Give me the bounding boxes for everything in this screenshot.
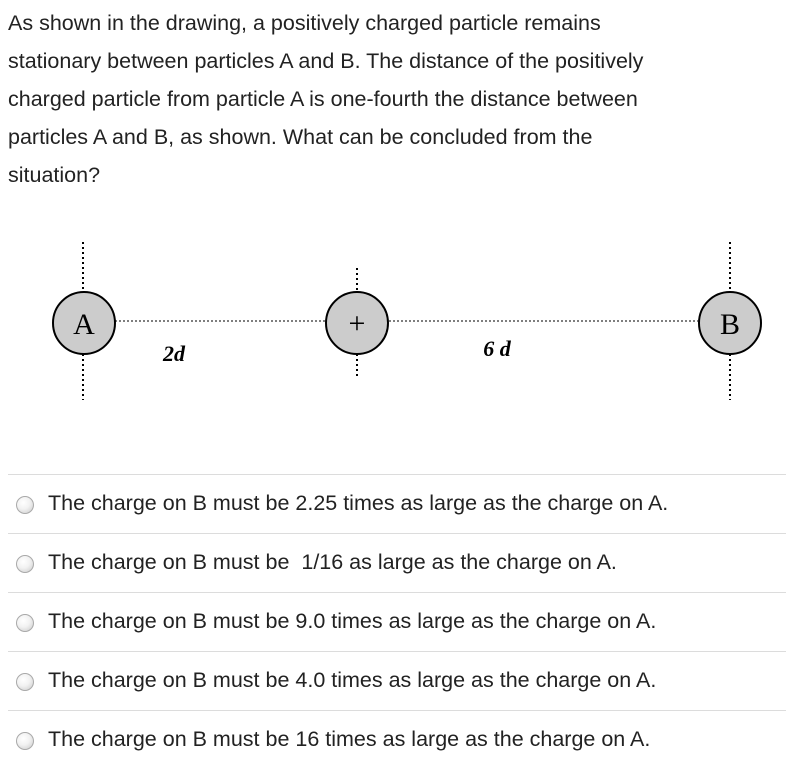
- question-line: particles A and B, as shown. What can be concluded from the: [8, 125, 593, 149]
- question-line: situation?: [8, 163, 101, 187]
- particle-a-label: A: [73, 308, 95, 341]
- answer-option-label: The charge on B must be 4.0 times as large as the charge on A.: [48, 668, 657, 692]
- radio-button[interactable]: [16, 496, 34, 514]
- distance-label-right: 6 d: [483, 336, 511, 361]
- particle-center-label: +: [348, 307, 366, 340]
- answer-option-label: The charge on B must be 16 times as large as the charge on A.: [48, 727, 651, 751]
- radio-button[interactable]: [16, 555, 34, 573]
- question-line: As shown in the drawing, a positively charged particle remains: [8, 11, 601, 35]
- answer-option-label: The charge on B must be 2.25 times as large as the charge on A.: [48, 491, 669, 515]
- question-text: [8, 4, 778, 194]
- question-line: stationary between particles A and B. The distance of the positively: [8, 49, 644, 73]
- answer-option-label: The charge on B must be 1/16 as large as the charge on A.: [48, 550, 617, 574]
- particle-b-label: B: [719, 308, 741, 341]
- answer-option[interactable]: [8, 533, 786, 592]
- radio-button[interactable]: [16, 673, 34, 691]
- answer-options: [8, 474, 786, 769]
- answer-option-label: The charge on B must be 9.0 times as large as the charge on A.: [48, 609, 657, 633]
- answer-option[interactable]: [8, 651, 786, 710]
- answer-option[interactable]: [8, 474, 786, 533]
- question-line: charged particle from particle A is one-fourth the distance between: [8, 87, 638, 111]
- charge-diagram-svg: [0, 230, 792, 430]
- charge-diagram: [0, 230, 792, 430]
- answer-option[interactable]: [8, 592, 786, 651]
- distance-label-left: 2d: [163, 341, 185, 366]
- radio-button[interactable]: [16, 732, 34, 750]
- answer-option[interactable]: [8, 710, 786, 769]
- radio-button[interactable]: [16, 614, 34, 632]
